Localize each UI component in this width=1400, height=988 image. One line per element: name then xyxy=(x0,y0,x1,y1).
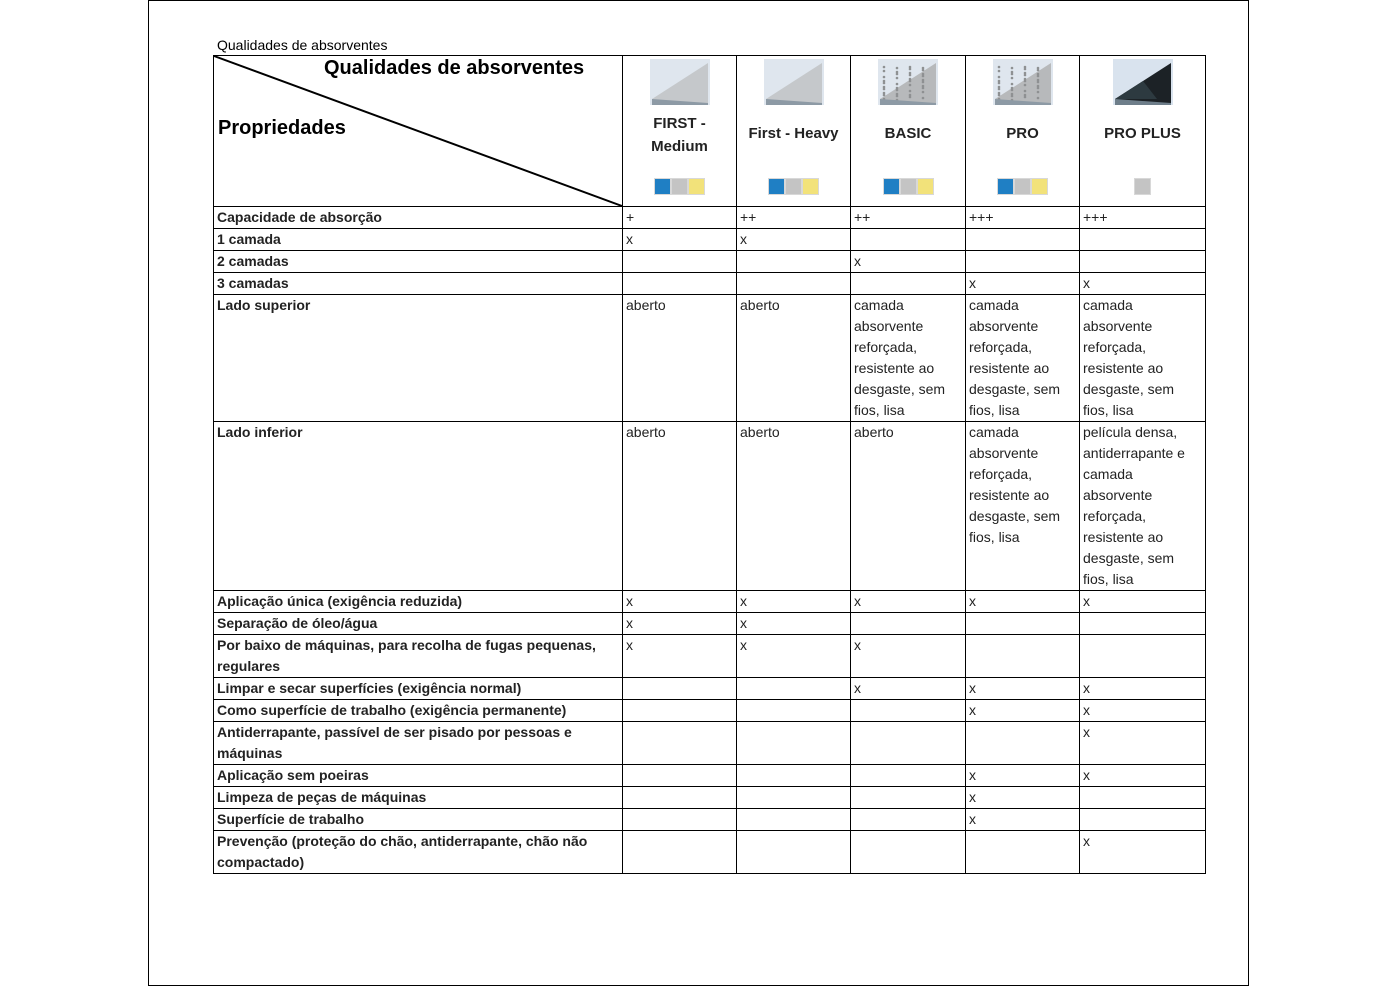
table-cell: camada absorvente reforçada, resistente ao desgaste, sem fios, lisa xyxy=(966,422,1080,591)
color-chip xyxy=(671,178,688,195)
product-header-1 xyxy=(623,56,737,207)
row-label: Por baixo de máquinas, para recolha de fugas pequenas, regulares xyxy=(214,635,623,678)
row-label: 2 camadas xyxy=(214,251,623,273)
color-chips xyxy=(623,178,736,195)
product-name-line: Medium xyxy=(651,138,708,155)
table-cell: camada absorvente reforçada, resistente ao desgaste, sem fios, lisa xyxy=(851,295,966,422)
color-chip xyxy=(1134,178,1151,195)
table-cell: camada absorvente reforçada, resistente ao desgaste, sem fios, lisa xyxy=(966,295,1080,422)
table-cell: x xyxy=(737,591,851,613)
header-title: Qualidades de absorventes xyxy=(324,57,585,79)
table-cell: x xyxy=(1080,591,1206,613)
table-cell xyxy=(737,273,851,295)
product-name-line: PRO xyxy=(1006,125,1039,142)
row-label: Prevenção (proteção do chão, antiderrapante, chão não compactado) xyxy=(214,831,623,874)
table-cell xyxy=(851,700,966,722)
table-cell: x xyxy=(966,765,1080,787)
table-cell: aberto xyxy=(737,295,851,422)
color-chip xyxy=(768,178,785,195)
product-name xyxy=(851,122,965,145)
product-header-5 xyxy=(1080,56,1206,207)
table-cell xyxy=(966,722,1080,765)
black-mat-swatch xyxy=(1113,59,1173,105)
table-row xyxy=(214,422,1206,591)
row-label: 3 camadas xyxy=(214,273,623,295)
color-chip xyxy=(1031,178,1048,195)
table-cell: película densa, antiderrapante e camada absorvente reforçada, resistente ao desgaste, sem fios, lisa xyxy=(1080,422,1206,591)
grey-fleece-swatch xyxy=(764,59,824,105)
table-cell xyxy=(966,229,1080,251)
table-row xyxy=(214,207,1206,229)
product-header-2 xyxy=(737,56,851,207)
table-cell xyxy=(737,678,851,700)
table-cell: aberto xyxy=(737,422,851,591)
header-properties-label: Propriedades xyxy=(218,117,346,139)
table-cell xyxy=(623,787,737,809)
color-chip xyxy=(802,178,819,195)
table-cell xyxy=(737,765,851,787)
header-row xyxy=(214,56,1206,207)
table-cell xyxy=(623,700,737,722)
table-cell: x xyxy=(851,678,966,700)
product-name-line: PRO PLUS xyxy=(1104,125,1181,142)
table-cell xyxy=(851,787,966,809)
textured-grey-swatch xyxy=(993,59,1053,105)
table-cell xyxy=(623,722,737,765)
table-cell xyxy=(623,251,737,273)
table-cell xyxy=(623,809,737,831)
product-name-line: BASIC xyxy=(884,125,932,142)
table-cell xyxy=(737,809,851,831)
table-cell xyxy=(737,787,851,809)
table-cell xyxy=(623,678,737,700)
table-cell: x xyxy=(966,700,1080,722)
table-cell: x xyxy=(966,678,1080,700)
table-cell: x xyxy=(1080,831,1206,874)
table-cell xyxy=(1080,229,1206,251)
absorbent-qualities-table xyxy=(213,55,1206,874)
table-cell: x xyxy=(737,635,851,678)
table-cell: x xyxy=(966,273,1080,295)
color-chip xyxy=(997,178,1014,195)
table-cell: x xyxy=(1080,765,1206,787)
table-cell: x xyxy=(1080,700,1206,722)
table-row xyxy=(214,722,1206,765)
table-cell: x xyxy=(1080,722,1206,765)
color-chips xyxy=(966,178,1079,195)
color-chip xyxy=(654,178,671,195)
table-row xyxy=(214,787,1206,809)
color-chips xyxy=(737,178,850,195)
row-label: Aplicação sem poeiras xyxy=(214,765,623,787)
textured-grey-swatch xyxy=(878,59,938,105)
table-cell xyxy=(851,273,966,295)
table-cell xyxy=(623,765,737,787)
table-cell: x xyxy=(851,251,966,273)
product-name xyxy=(737,122,850,145)
table-cell: +++ xyxy=(966,207,1080,229)
table-row xyxy=(214,700,1206,722)
row-label: Como superfície de trabalho (exigência permanente) xyxy=(214,700,623,722)
table-cell: x xyxy=(851,591,966,613)
table-row xyxy=(214,591,1206,613)
table-cell: x xyxy=(623,635,737,678)
color-chip xyxy=(688,178,705,195)
table-cell xyxy=(851,613,966,635)
product-header-3 xyxy=(851,56,966,207)
product-name-line: FIRST - xyxy=(653,115,706,132)
table-cell: x xyxy=(737,613,851,635)
row-label: Antiderrapante, passível de ser pisado por pessoas e máquinas xyxy=(214,722,623,765)
table-row xyxy=(214,295,1206,422)
table-cell xyxy=(851,765,966,787)
row-label: Lado inferior xyxy=(214,422,623,591)
table-cell xyxy=(737,700,851,722)
table-cell xyxy=(1080,787,1206,809)
product-header-4 xyxy=(966,56,1080,207)
table-cell xyxy=(737,722,851,765)
table-row xyxy=(214,251,1206,273)
table-row xyxy=(214,809,1206,831)
table-cell xyxy=(851,809,966,831)
table-row xyxy=(214,678,1206,700)
table-cell xyxy=(737,831,851,874)
table-cell xyxy=(1080,251,1206,273)
table-cell xyxy=(623,273,737,295)
table-cell xyxy=(1080,635,1206,678)
table-cell: x xyxy=(623,591,737,613)
row-label: Capacidade de absorção xyxy=(214,207,623,229)
diagonal-header-cell xyxy=(214,56,623,207)
table-cell: x xyxy=(623,613,737,635)
row-label: Limpar e secar superfícies (exigência normal) xyxy=(214,678,623,700)
table-row xyxy=(214,229,1206,251)
table-cell: + xyxy=(623,207,737,229)
row-label: Limpeza de peças de máquinas xyxy=(214,787,623,809)
product-name xyxy=(966,122,1079,145)
grey-fleece-swatch xyxy=(650,59,710,105)
table-cell xyxy=(737,251,851,273)
row-label: Superfície de trabalho xyxy=(214,809,623,831)
product-name xyxy=(1080,122,1205,145)
table-caption: Qualidades de absorventes xyxy=(217,37,388,53)
table-cell: camada absorvente reforçada, resistente ao desgaste, sem fios, lisa xyxy=(1080,295,1206,422)
table-cell: x xyxy=(1080,273,1206,295)
table-cell: x xyxy=(623,229,737,251)
table-cell: aberto xyxy=(623,422,737,591)
table-row xyxy=(214,273,1206,295)
color-chip xyxy=(917,178,934,195)
table-cell xyxy=(966,831,1080,874)
table-cell xyxy=(966,613,1080,635)
table-cell: x xyxy=(966,591,1080,613)
row-label: Lado superior xyxy=(214,295,623,422)
color-chip xyxy=(900,178,917,195)
table-cell: x xyxy=(966,809,1080,831)
table-cell: ++ xyxy=(851,207,966,229)
table-cell xyxy=(851,831,966,874)
color-chip xyxy=(1014,178,1031,195)
row-label: 1 camada xyxy=(214,229,623,251)
color-chips xyxy=(851,178,965,195)
table-row xyxy=(214,765,1206,787)
color-chips xyxy=(1080,178,1205,195)
table-cell: aberto xyxy=(851,422,966,591)
table-cell xyxy=(1080,809,1206,831)
row-label: Separação de óleo/água xyxy=(214,613,623,635)
product-name-line: First - Heavy xyxy=(748,125,839,142)
color-chip xyxy=(785,178,802,195)
table-row xyxy=(214,831,1206,874)
table-cell: x xyxy=(966,787,1080,809)
color-chip xyxy=(883,178,900,195)
table-cell xyxy=(966,635,1080,678)
table-cell: aberto xyxy=(623,295,737,422)
row-label: Aplicação única (exigência reduzida) xyxy=(214,591,623,613)
table-row xyxy=(214,635,1206,678)
table-cell xyxy=(966,251,1080,273)
table-cell xyxy=(851,229,966,251)
table-cell: x xyxy=(737,229,851,251)
product-name xyxy=(623,112,736,158)
table-cell: x xyxy=(1080,678,1206,700)
table-cell: x xyxy=(851,635,966,678)
table-cell: ++ xyxy=(737,207,851,229)
table-cell xyxy=(623,831,737,874)
table-row xyxy=(214,613,1206,635)
table-cell xyxy=(851,722,966,765)
table-cell: +++ xyxy=(1080,207,1206,229)
table-cell xyxy=(1080,613,1206,635)
